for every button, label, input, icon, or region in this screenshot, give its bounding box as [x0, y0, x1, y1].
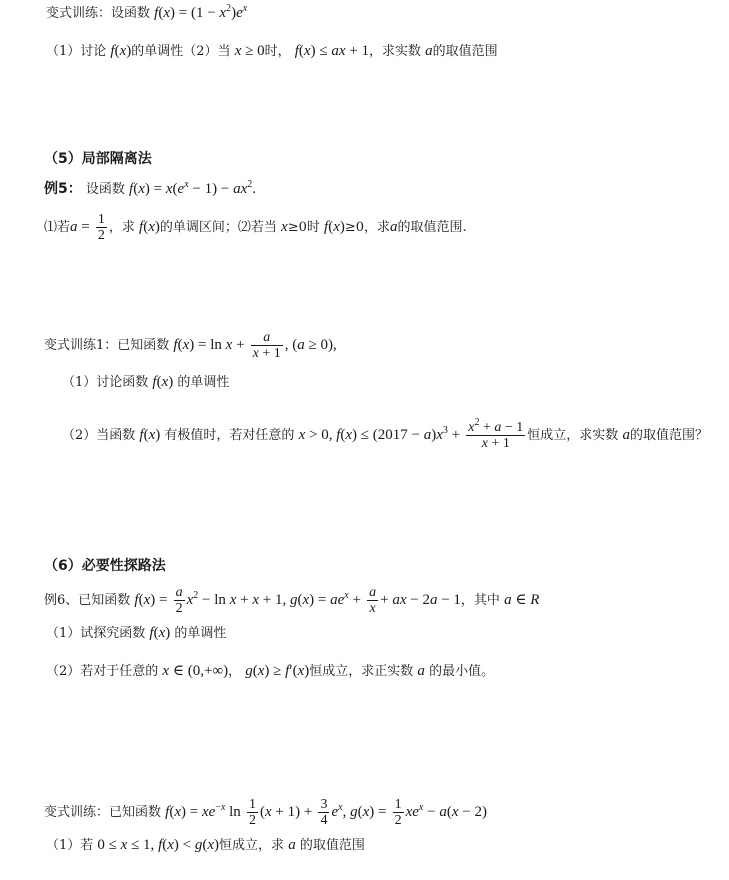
example-6-line: 例6、已知函数 f(x) = $\frac{a}{2}$ $x^2 - \ln x + x + 1$, $g(x) = ae^x$ + $\frac{a}{x}$ + ax − 2a − 1，其中 a ∈ R	[44, 585, 540, 616]
intro-question-line: （1）讨论 f(x)的单调性（2）当 x ≥ 0时， f(x) ≤ ax + 1，求实数 a的取值范围	[46, 43, 498, 59]
example-6-q2: （2）若对于任意的 x ∈ (0,+∞)， g(x) ≥ f′(x)恒成立，求正实数 a 的最小值。	[46, 663, 495, 679]
fraction-one-half: $\frac{1}{2}$	[97, 212, 105, 243]
section-6-heading: （6）必要性探路法	[44, 558, 166, 574]
variant-2-line: 变式训练：已知函数 $f(x) = xe^{-x}$ ln $\frac{1}{2}$ (x + 1) + $\frac{3}{4}$ $e^x$, g(x) = $\frac{1}{2}$ $xe^x - a(x - 2)$	[44, 797, 487, 828]
variant-1-q2: （2）当函数 f(x) 有极值时，若对任意的 x > 0, $f(x) \le (2017 - a)x^3$ + $\frac{x^2 + a - 1}{x + 1}$ 恒成立，求实数 a的取值范围？	[62, 417, 708, 451]
example-5-line: 例5： 设函数 $f(x) = x(e^x - 1) - ax^2$.	[44, 179, 256, 197]
variant-1-q1: （1）讨论函数 f(x) 的单调性	[62, 374, 230, 390]
intro-exercise-line: 变式训练：设函数 $f(x) = (1 - x^2)e^x$	[46, 3, 248, 21]
section-5-heading: （5）局部隔离法	[44, 151, 152, 167]
variant-2-q1: （1）若 0 ≤ x ≤ 1, f(x) < g(x)恒成立，求 a 的取值范围	[46, 837, 365, 853]
example-5-question: ⑴若a = $\frac{1}{2}$ ，求 f(x)的单调区间；⑵若当 x≥0时 f(x)≥0，求a的取值范围.	[44, 212, 467, 243]
variant-1-line: 变式训练1：已知函数 f(x) = ln x + $\frac{a}{x + 1}$ , (a ≥ 0),	[44, 330, 337, 361]
intro-formula: $f(x) = (1 - x^2)e^x$	[154, 3, 248, 21]
example-6-q1: （1）试探究函数 f(x) 的单调性	[46, 625, 227, 641]
